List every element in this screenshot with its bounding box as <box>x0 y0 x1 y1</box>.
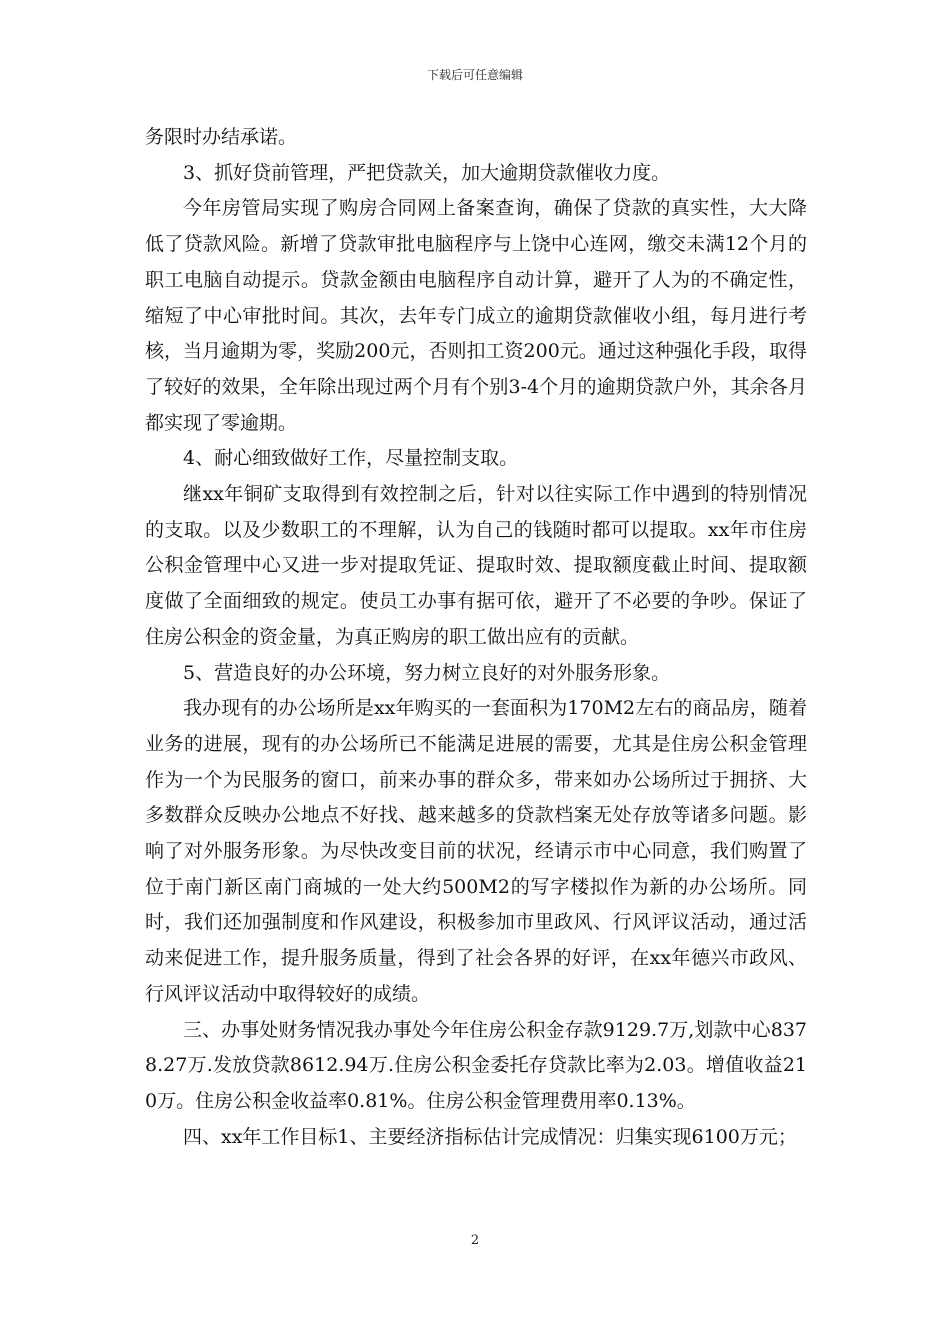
section-heading-5: 5、营造良好的办公环境，努力树立良好的对外服务形象。 <box>183 661 671 684</box>
header-note: 下载后可任意编辑 <box>426 68 523 82</box>
paragraph-withdrawal-control: 继xx年铜矿支取得到有效控制之后，针对以往实际工作中遇到的特别情况的支取。以及少数职工的不理解，认为自己的钱随时都可以提取。xx年市住房公积金管理中心又进一步对提取凭证、提取时效、提取额度截止时间、提取额度做了全面细致的规定。使员工办事有据可依，避开了不必要的争吵。保证了住房公积金的资金量，为真正购房的职工做出应有的贡献。 <box>145 483 807 648</box>
paragraph-financial-status: 三、办事处财务情况我办事处今年住房公积金存款9129.7万,划款中心8378.27万.发放贷款8612.94万.住房公积金委托存贷款比率为2.03。增值收益210万。住房公积金收益率0.81%。住房公积金管理费用率0.13%。 <box>145 1018 807 1112</box>
paragraph-office-environment: 我办现有的办公场所是xx年购买的一套面积为170M2左右的商品房，随着业务的进展，现有的办公场所已不能满足进展的需要，尤其是住房公积金管理作为一个为民服务的窗口，前来办事的群众多，带来如办公场所过于拥挤、大多数群众反映办公地点不好找、越来越多的贷款档案无处存放等诸多问题。影响了对外服务形象。为尽快改变目前的状况，经请示市中心同意，我们购置了位于南门新区南门商城的一处大约500M2的写字楼拟作为新的办公场所。同时，我们还加强制度和作风建设，积极参加市里政风、行风评议活动，通过活动来促进工作，提升服务质量，得到了社会各界的好评，在xx年德兴市政风、行风评议活动中取得较好的成绩。 <box>145 697 807 1005</box>
paragraph-loan-management: 今年房管局实现了购房合同网上备案查询，确保了贷款的真实性，大大降低了贷款风险。新增了贷款审批电脑程序与上饶中心连网，缴交未满12个月的职工电脑自动提示。贷款金额由电脑程序自动计算，避开了人为的不确定性，缩短了中心审批时间。其次，去年专门成立的逾期贷款催收小组，每月进行考核，当月逾期为零，奖励200元，否则扣工资200元。通过这种强化手段，取得了较好的效果，全年除出现过两个月有个别3-4个月的逾期贷款户外，其余各月都实现了零逾期。 <box>145 197 807 434</box>
paragraph-continuation: 务限时办结承诺。 <box>145 126 298 148</box>
body-text <box>145 120 807 1155</box>
paragraph-work-targets: 四、xx年工作目标1、主要经济指标估计完成情况：归集实现6100万元； <box>183 1125 797 1148</box>
section-heading-3: 3、抓好贷前管理，严把贷款关，加大逾期贷款催收力度。 <box>183 161 671 184</box>
section-heading-4: 4、耐心细致做好工作，尽量控制支取。 <box>183 447 519 470</box>
page-number: 2 <box>470 1233 480 1248</box>
